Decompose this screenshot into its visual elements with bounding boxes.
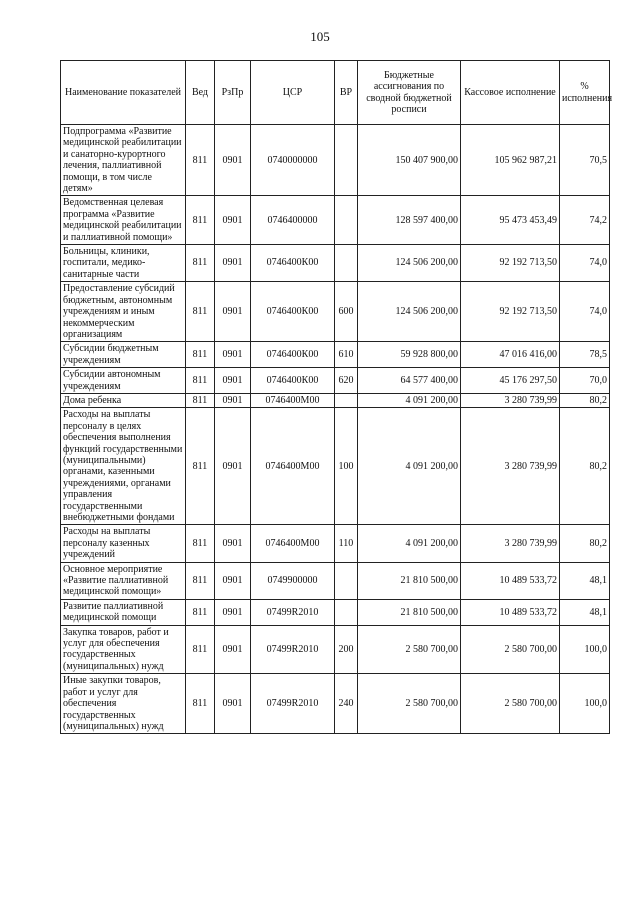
row-cash-execution: 3 280 739,99	[461, 393, 560, 407]
table-row	[61, 625, 610, 674]
row-percent: 74,0	[560, 282, 610, 342]
page-number: 105	[310, 29, 330, 44]
row-assignments: 21 810 500,00	[358, 562, 461, 599]
table-row	[61, 368, 610, 394]
row-cash-execution: 2 580 700,00	[461, 674, 560, 734]
header-ved: Вед	[186, 61, 215, 125]
row-ved: 811	[186, 525, 215, 562]
row-name: Предоставление субсидий бюджетным, автономным учреждениям и иным некоммерческим организациям	[61, 282, 186, 342]
row-csr: 0746400М00	[251, 408, 335, 525]
row-assignments: 4 091 200,00	[358, 525, 461, 562]
row-csr: 0746400000	[251, 196, 335, 245]
header-name: Наименование показателей	[61, 61, 186, 125]
row-percent: 100,0	[560, 674, 610, 734]
table-row	[61, 125, 610, 196]
row-percent: 70,0	[560, 368, 610, 394]
row-ved: 811	[186, 368, 215, 394]
table-row	[61, 393, 610, 407]
table-row	[61, 599, 610, 625]
row-assignments: 4 091 200,00	[358, 393, 461, 407]
row-assignments: 59 928 800,00	[358, 342, 461, 368]
row-csr: 07499R2010	[251, 599, 335, 625]
row-name: Закупка товаров, работ и услуг для обеспечения государственных (муниципальных) нужд	[61, 625, 186, 674]
row-rzpr: 0901	[215, 125, 251, 196]
row-name: Субсидии автономным учреждениям	[61, 368, 186, 394]
row-ved: 811	[186, 674, 215, 734]
row-csr: 0746400К00	[251, 342, 335, 368]
row-percent: 48,1	[560, 599, 610, 625]
row-cash-execution: 47 016 416,00	[461, 342, 560, 368]
row-rzpr: 0901	[215, 368, 251, 394]
row-percent: 100,0	[560, 625, 610, 674]
table-header-row	[61, 61, 610, 125]
row-name: Больницы, клиники, госпитали, медико-санитарные части	[61, 245, 186, 282]
row-vr	[335, 245, 358, 282]
row-rzpr: 0901	[215, 342, 251, 368]
row-cash-execution: 10 489 533,72	[461, 599, 560, 625]
row-name: Подпрограмма «Развитие медицинской реабилитации и санаторно-курортного лечения, паллиативной помощи, в том числе детям»	[61, 125, 186, 196]
row-percent: 74,0	[560, 245, 610, 282]
row-percent: 70,5	[560, 125, 610, 196]
row-cash-execution: 95 473 453,49	[461, 196, 560, 245]
header-cash-execution: Кассовое исполнение	[461, 61, 560, 125]
row-csr: 07499R2010	[251, 674, 335, 734]
row-rzpr: 0901	[215, 282, 251, 342]
row-csr: 07499R2010	[251, 625, 335, 674]
row-vr: 200	[335, 625, 358, 674]
row-ved: 811	[186, 342, 215, 368]
table-row	[61, 408, 610, 525]
row-rzpr: 0901	[215, 393, 251, 407]
row-ved: 811	[186, 599, 215, 625]
row-cash-execution: 3 280 739,99	[461, 525, 560, 562]
row-name: Субсидии бюджетным учреждениям	[61, 342, 186, 368]
row-name: Расходы на выплаты персоналу в целях обеспечения выполнения функций государственными (муниципальными) органами, казенными учреждениями, органами управления государственными внебюджетными фондами	[61, 408, 186, 525]
row-vr: 100	[335, 408, 358, 525]
row-cash-execution: 2 580 700,00	[461, 625, 560, 674]
row-ved: 811	[186, 625, 215, 674]
row-ved: 811	[186, 393, 215, 407]
table-row	[61, 674, 610, 734]
row-ved: 811	[186, 125, 215, 196]
row-csr: 0746400М00	[251, 525, 335, 562]
row-vr: 110	[335, 525, 358, 562]
row-rzpr: 0901	[215, 599, 251, 625]
table-row	[61, 562, 610, 599]
row-cash-execution: 92 192 713,50	[461, 282, 560, 342]
row-cash-execution: 105 962 987,21	[461, 125, 560, 196]
row-assignments: 128 597 400,00	[358, 196, 461, 245]
row-csr: 0746400К00	[251, 282, 335, 342]
row-rzpr: 0901	[215, 625, 251, 674]
row-percent: 74,2	[560, 196, 610, 245]
row-vr	[335, 196, 358, 245]
header-rzpr: РзПр	[215, 61, 251, 125]
table-row	[61, 245, 610, 282]
row-rzpr: 0901	[215, 525, 251, 562]
row-name: Основное мероприятие «Развитие паллиативной медицинской помощи»	[61, 562, 186, 599]
row-ved: 811	[186, 408, 215, 525]
row-assignments: 124 506 200,00	[358, 282, 461, 342]
row-vr	[335, 562, 358, 599]
row-assignments: 64 577 400,00	[358, 368, 461, 394]
row-csr: 0740000000	[251, 125, 335, 196]
row-vr: 620	[335, 368, 358, 394]
row-assignments: 150 407 900,00	[358, 125, 461, 196]
row-csr: 0749900000	[251, 562, 335, 599]
row-vr	[335, 125, 358, 196]
row-vr: 600	[335, 282, 358, 342]
table-row	[61, 525, 610, 562]
row-csr: 0746400К00	[251, 245, 335, 282]
row-percent: 80,2	[560, 408, 610, 525]
row-percent: 78,5	[560, 342, 610, 368]
row-name: Ведомственная целевая программа «Развитие медицинской реабилитации и паллиативной помощи»	[61, 196, 186, 245]
row-vr	[335, 393, 358, 407]
row-csr: 0746400К00	[251, 368, 335, 394]
row-rzpr: 0901	[215, 196, 251, 245]
header-assignments: Бюджетные ассигнования по сводной бюджетной росписи	[358, 61, 461, 125]
row-assignments: 2 580 700,00	[358, 674, 461, 734]
header-percent: % исполнения	[560, 61, 610, 125]
row-rzpr: 0901	[215, 408, 251, 525]
row-ved: 811	[186, 282, 215, 342]
row-ved: 811	[186, 196, 215, 245]
row-vr: 610	[335, 342, 358, 368]
row-percent: 80,2	[560, 525, 610, 562]
row-rzpr: 0901	[215, 562, 251, 599]
row-cash-execution: 3 280 739,99	[461, 408, 560, 525]
row-assignments: 4 091 200,00	[358, 408, 461, 525]
row-rzpr: 0901	[215, 245, 251, 282]
table-row	[61, 282, 610, 342]
row-name: Дома ребенка	[61, 393, 186, 407]
row-assignments: 124 506 200,00	[358, 245, 461, 282]
row-rzpr: 0901	[215, 674, 251, 734]
table-row	[61, 342, 610, 368]
row-ved: 811	[186, 562, 215, 599]
row-ved: 811	[186, 245, 215, 282]
row-name: Расходы на выплаты персоналу казенных учреждений	[61, 525, 186, 562]
row-name: Развитие паллиативной медицинской помощи	[61, 599, 186, 625]
row-vr: 240	[335, 674, 358, 734]
budget-table	[60, 60, 613, 734]
row-assignments: 21 810 500,00	[358, 599, 461, 625]
row-percent: 48,1	[560, 562, 610, 599]
row-cash-execution: 45 176 297,50	[461, 368, 560, 394]
row-cash-execution: 92 192 713,50	[461, 245, 560, 282]
row-assignments: 2 580 700,00	[358, 625, 461, 674]
row-percent: 80,2	[560, 393, 610, 407]
row-name: Иные закупки товаров, работ и услуг для обеспечения государственных (муниципальных) нужд	[61, 674, 186, 734]
table-row	[61, 196, 610, 245]
header-vr: ВР	[335, 61, 358, 125]
header-csr: ЦСР	[251, 61, 335, 125]
row-cash-execution: 10 489 533,72	[461, 562, 560, 599]
row-vr	[335, 599, 358, 625]
row-csr: 0746400М00	[251, 393, 335, 407]
